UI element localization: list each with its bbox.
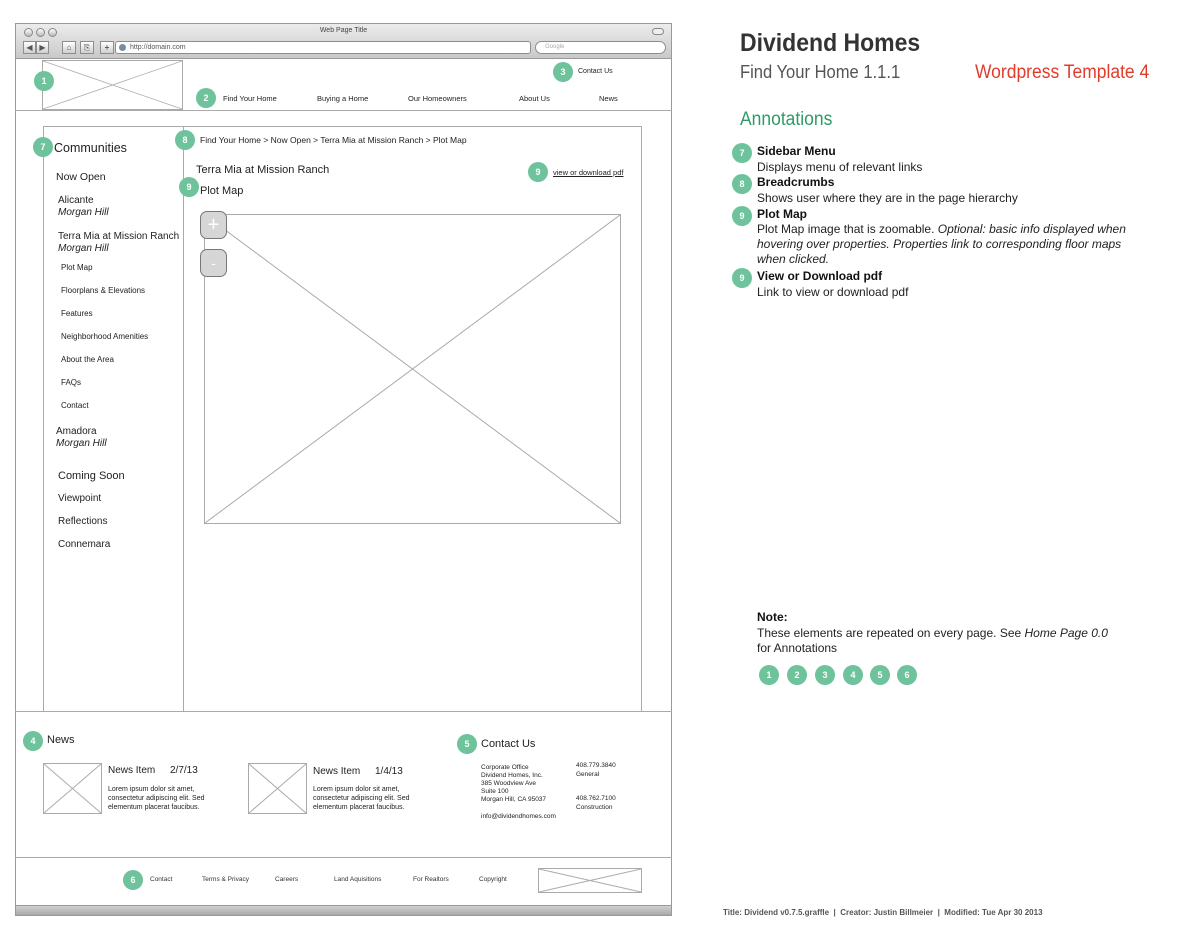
news-body-line: consectetur adipiscing elit. Sed: [108, 795, 205, 802]
note-text-italic: Home Page 0.0: [1024, 626, 1108, 640]
news-item-body: [313, 785, 410, 812]
note-text: [757, 626, 1157, 656]
news-item-title[interactable]: News Item: [108, 765, 156, 776]
annotation-badge-9: 9: [732, 268, 752, 288]
zoom-in-button[interactable]: +: [200, 211, 227, 239]
phone-general-label: General: [576, 771, 600, 778]
news-body-line: elementum placerat faucibus.: [108, 804, 200, 811]
forward-icon[interactable]: ▶: [36, 41, 49, 54]
logo-placeholder[interactable]: [42, 60, 183, 110]
home-icon[interactable]: ⌂: [62, 41, 76, 54]
annotation-title: Breadcrumbs: [757, 175, 835, 189]
address-line: 385 Woodview Ave: [481, 780, 537, 787]
footer-contact[interactable]: Contact: [150, 876, 173, 883]
news-body-line: Lorem ipsum dolor sit amet,: [108, 786, 195, 793]
annotation-badge-1: 1: [34, 71, 54, 91]
page-title: Terra Mia at Mission Ranch: [196, 164, 330, 176]
page-id: Find Your Home 1.1.1: [740, 62, 901, 82]
url-text: http://domain.com: [130, 44, 186, 51]
news-item-body: [108, 785, 205, 812]
sidebar-subitem-floorplans[interactable]: Floorplans & Elevations: [61, 286, 146, 295]
search-input[interactable]: Google: [535, 41, 666, 54]
content-top-border: [43, 126, 641, 127]
news-body-line: elementum placerat faucibus.: [313, 804, 405, 811]
sidebar-item-reflections[interactable]: Reflections: [58, 516, 108, 527]
footer-land[interactable]: Land Aquisitions: [334, 876, 382, 883]
print-icon[interactable]: ⎘: [80, 41, 94, 54]
browser-titlebar: [16, 24, 671, 59]
annotation-text: Displays menu of relevant links: [757, 160, 923, 174]
annotation-badge-8: 8: [732, 174, 752, 194]
annotation-badge-5: 5: [457, 734, 477, 754]
footer-copyright[interactable]: Copyright: [479, 876, 507, 883]
add-bookmark-icon[interactable]: +: [100, 41, 114, 54]
footer-top-divider: [15, 711, 672, 712]
footer-logo-placeholder: [538, 868, 642, 893]
sidebar-subitem-plot-map[interactable]: Plot Map: [61, 263, 93, 272]
company-title: Dividend Homes: [740, 29, 921, 57]
address-line: Morgan Hill, CA 95037: [481, 796, 547, 803]
note-badge-6: 6: [897, 665, 917, 685]
sidebar-item-alicante[interactable]: Alicante: [58, 195, 94, 206]
sidebar-subitem-features[interactable]: Features: [61, 309, 93, 318]
contact-heading: Contact Us: [481, 738, 536, 750]
sidebar-now-open[interactable]: Now Open: [56, 171, 106, 183]
note-badge-5: 5: [870, 665, 890, 685]
address-line: Corporate Office: [481, 764, 529, 771]
news-thumbnail[interactable]: [248, 763, 307, 814]
news-body-line: consectetur adipiscing elit. Sed: [313, 795, 410, 802]
contact-email[interactable]: info@dividendhomes.com: [481, 813, 556, 820]
annotation-text: Shows user where they are in the page hierarchy: [757, 191, 1018, 205]
annotation-badge-6: 6: [123, 870, 143, 890]
annotation-title: Sidebar Menu: [757, 144, 836, 158]
url-bar[interactable]: [115, 41, 531, 54]
nav-news[interactable]: News: [599, 94, 618, 103]
annotation-text-italic: Optional: basic info displayed when hovering over properties. Properties link to corresponding floor maps when clicked.: [757, 222, 1126, 266]
news-item-date: 2/7/13: [170, 765, 198, 776]
sidebar-subitem-amenities[interactable]: Neighborhood Amenities: [61, 332, 149, 341]
note-badge-2: 2: [787, 665, 807, 685]
annotation-badge-8: 8: [175, 130, 195, 150]
news-item-title[interactable]: News Item: [313, 766, 361, 777]
annotation-badge-7: 7: [732, 143, 752, 163]
annotation-badge-4: 4: [23, 731, 43, 751]
footer-divider: [15, 857, 672, 858]
annotation-badge-9-pdf: 9: [528, 162, 548, 182]
note-text-a: These elements are repeated on every page. See: [757, 626, 1025, 640]
news-heading: News: [47, 734, 75, 746]
sidebar-heading: Communities: [54, 141, 127, 155]
address-line: Suite 100: [481, 788, 509, 795]
annotation-badge-2: 2: [196, 88, 216, 108]
browser-statusbar: [16, 905, 671, 915]
phone-construction-label: Construction: [576, 804, 613, 811]
breadcrumb[interactable]: Find Your Home > Now Open > Terra Mia at Mission Ranch > Plot Map: [200, 135, 467, 145]
sidebar-subitem-about-area[interactable]: About the Area: [61, 355, 114, 364]
sidebar-subitem-contact[interactable]: Contact: [61, 401, 89, 410]
contact-address: [481, 764, 546, 804]
annotation-badge-9: 9: [732, 206, 752, 226]
annotation-text-plain: Plot Map image that is zoomable.: [757, 222, 938, 236]
phone-general[interactable]: 408.779.3840: [576, 762, 616, 769]
annotations-heading: Annotations: [740, 109, 833, 130]
annotation-title: View or Download pdf: [757, 269, 883, 283]
phone-construction[interactable]: 408.762.7100: [576, 795, 616, 802]
note-title: Note:: [757, 610, 788, 624]
note-badge-1: 1: [759, 665, 779, 685]
sidebar-item-viewpoint[interactable]: Viewpoint: [58, 493, 102, 504]
note-text-b: for Annotations: [757, 641, 838, 655]
sidebar-item-amadora[interactable]: Amadora: [56, 426, 97, 437]
sidebar-left-border: [43, 126, 44, 711]
globe-icon: [119, 44, 126, 51]
header-divider: [15, 110, 672, 111]
pdf-download-link[interactable]: view or download pdf: [553, 168, 624, 177]
news-item-date: 1/4/13: [375, 766, 403, 777]
news-thumbnail[interactable]: [43, 763, 102, 814]
address-line: Dividend Homes, Inc.: [481, 772, 543, 779]
toolbar-toggle-icon[interactable]: [652, 28, 664, 35]
nav-buying-a-home[interactable]: Buying a Home: [317, 94, 369, 103]
zoom-out-button[interactable]: -: [200, 249, 227, 277]
sidebar-subitem-faqs[interactable]: FAQs: [61, 378, 82, 387]
nav-about-us[interactable]: About Us: [519, 94, 550, 103]
template-name: Wordpress Template 4: [975, 62, 1150, 83]
document-credits: Title: Dividend v0.7.5.graffle | Creator: Justin Billmeier | Modified: Tue Apr 30 2013: [723, 908, 1043, 917]
back-icon[interactable]: ◀: [23, 41, 36, 54]
sidebar-item-amadora-city: Morgan Hill: [56, 438, 107, 449]
contact-us-top-link[interactable]: Contact Us: [578, 68, 613, 75]
nav-our-homeowners[interactable]: Our Homeowners: [408, 94, 467, 103]
footer-careers[interactable]: Careers: [275, 876, 299, 883]
annotation-badge-3: 3: [553, 62, 573, 82]
plot-map-image[interactable]: [204, 214, 621, 524]
annotation-badge-9-plot: 9: [179, 177, 199, 197]
window-title: Web Page Title: [319, 27, 368, 34]
sidebar-item-alicante-city: Morgan Hill: [58, 207, 109, 218]
annotation-title: Plot Map: [757, 207, 807, 221]
sidebar-item-terra-mia[interactable]: Terra Mia at Mission Ranch: [58, 231, 180, 242]
section-title: Plot Map: [200, 185, 244, 197]
annotation-text: Link to view or download pdf: [757, 285, 909, 299]
annotation-badge-7: 7: [33, 137, 53, 157]
sidebar-coming-soon[interactable]: Coming Soon: [58, 470, 125, 482]
content-right-border: [641, 126, 642, 711]
footer-realtors[interactable]: For Realtors: [413, 876, 449, 883]
sidebar-item-connemara[interactable]: Connemara: [58, 539, 111, 550]
note-badge-4: 4: [843, 665, 863, 685]
sidebar-item-terra-mia-city: Morgan Hill: [58, 243, 109, 254]
footer-terms[interactable]: Terms & Privacy: [202, 876, 249, 883]
nav-find-your-home[interactable]: Find Your Home: [223, 94, 277, 103]
note-badge-3: 3: [815, 665, 835, 685]
news-body-line: Lorem ipsum dolor sit amet,: [313, 786, 400, 793]
annotation-text: [757, 222, 1137, 267]
sidebar-right-border: [183, 126, 184, 711]
